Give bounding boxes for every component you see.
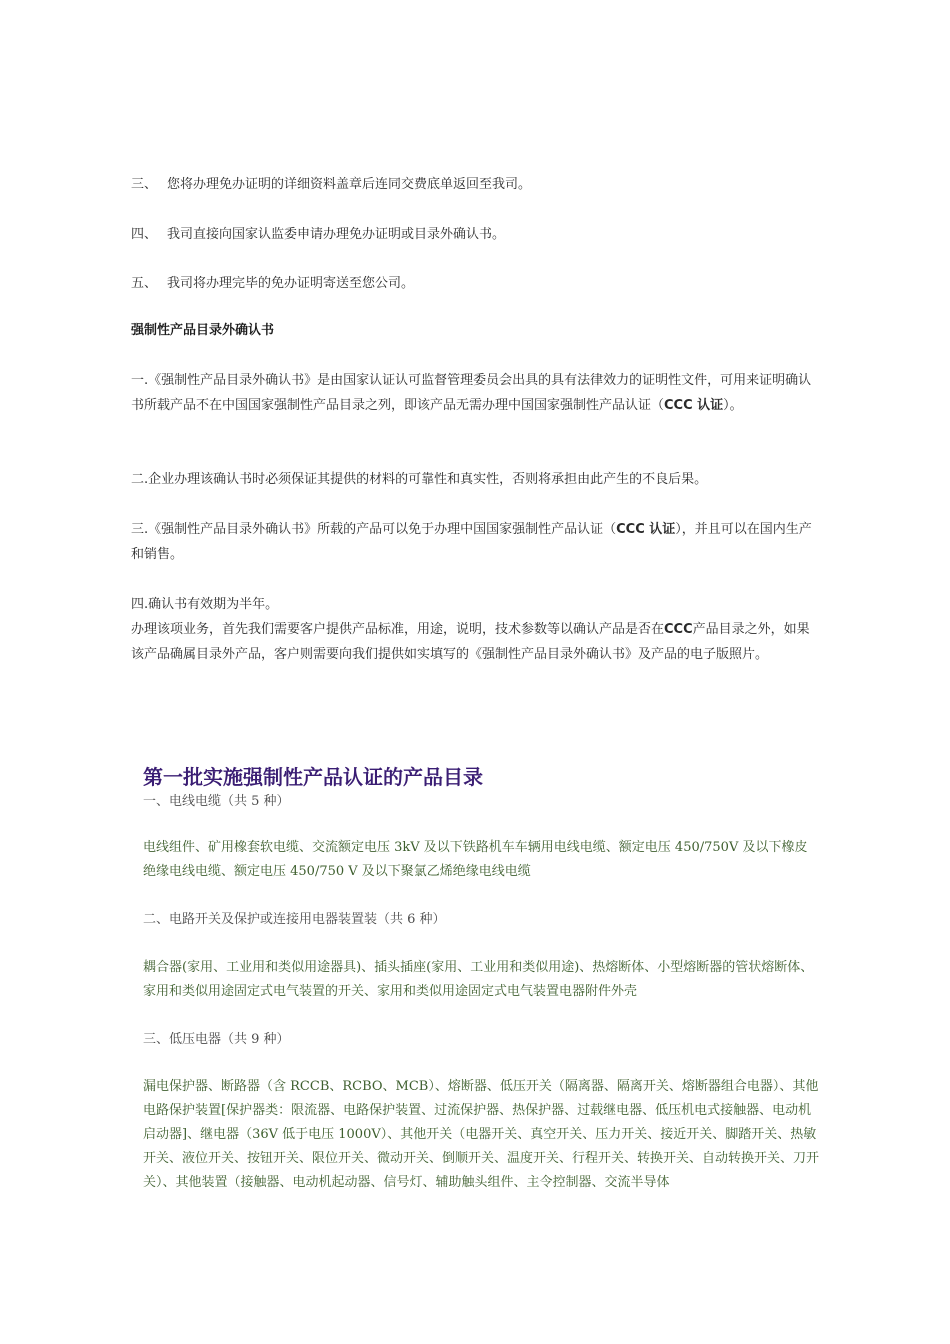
step-number: 三、 (131, 177, 158, 192)
step-four (131, 222, 821, 247)
ccc-label: CCC 认证 (616, 522, 676, 537)
para-tail: ），并且可以在国内生产和销售。 (131, 522, 812, 562)
category-two-items: 耦合器(家用、工业用和类似用途器具)、插头插座(家用、工业用和类似用途)、热熔断体、小型熔断器的管状熔断体、家用和类似用途固定式电气装置的开关、家用和类似用途固定式电气装置电器附件外壳 (143, 960, 814, 999)
catalog-title: 第一批实施强制性产品认证的产品目录 (143, 765, 483, 789)
category-one-title: 一、电线电缆（共 5 种） (143, 794, 290, 809)
category-one-items: 电线组件、矿用橡套软电缆、交流额定电压 3kV 及以下铁路机车车辆用电线电缆、额定电压 450/750V 及以下橡皮绝缘电线电缆、额定电压 450/750 V 及以下聚氯乙烯绝缘电线电缆 (143, 840, 808, 879)
para-text: 一.《强制性产品目录外确认书》是由国家认证认可监督管理委员会出具的具有法律效力的证明性文件，可用来证明确认书所载产品不在中国国家强制性产品目录之列，即该产品无需办理中国国家强制性产品认证（ (131, 373, 812, 413)
para-text: 办理该项业务，首先我们需要客户提供产品标准，用途，说明，技术参数等以确认产品是否在 (131, 622, 665, 637)
step-number: 五、 (131, 276, 158, 291)
para-one (131, 368, 821, 418)
category-three-items: 漏电保护器、断路器（含 RCCB、RCBO、MCB）、熔断器、低压开关（隔离器、隔离开关、熔断器组合电器）、其他电路保护装置[保护器类：限流器、电路保护装置、过流保护器、热保护器、过载继电器、低压机电式接触器、电动机启动器]、继电器（36V 低于电压 1000V）、其他开关（电器开关、真空开关、压力开关、接近开关、脚踏开关、热敏开关、液位开关、按钮开关、限位开关、微动开关、倒顺开关、温度开关、行程开关、转换开关、自动转换开关、刀开关）、其他装置（接触器、电动机起动器、信号灯、辅助触头组件、主令控制器、交流半导体 (143, 1079, 820, 1190)
step-number: 四、 (131, 227, 158, 242)
ccc-label: CCC (664, 622, 693, 637)
para-two: 二.企业办理该确认书时必须保证其提供的材料的可靠性和真实性，否则将承担由此产生的不良后果。 (131, 472, 708, 487)
cert-heading: 强制性产品目录外确认书 (131, 323, 275, 338)
step-three (131, 172, 821, 197)
ccc-label: CCC 认证 (664, 398, 724, 413)
step-text: 我司将办理完毕的免办证明寄送至您公司。 (167, 276, 415, 291)
category-three-title: 三、低压电器（共 9 种） (143, 1032, 290, 1047)
step-text: 您将办理免办证明的详细资料盖章后连同交费底单返回至我司。 (167, 177, 532, 192)
para-four: 四.确认书有效期为半年。 (131, 597, 279, 612)
para-text: 三.《强制性产品目录外确认书》所载的产品可以免于办理中国国家强制性产品认证（ (131, 522, 617, 537)
para-tail: ）。 (723, 398, 743, 413)
step-text: 我司直接向国家认监委申请办理免办证明或目录外确认书。 (167, 227, 506, 242)
category-two-title: 二、电路开关及保护或连接用电器装置装（共 6 种） (143, 912, 446, 927)
para-tail: 产品目录之外，如果该产品确属目录外产品，客户则需要向我们提供如实填写的《强制性产品目录外确认书》及产品的电子版照片。 (131, 622, 810, 662)
para-three (131, 517, 821, 567)
para-five (131, 617, 821, 667)
step-five (131, 271, 821, 296)
